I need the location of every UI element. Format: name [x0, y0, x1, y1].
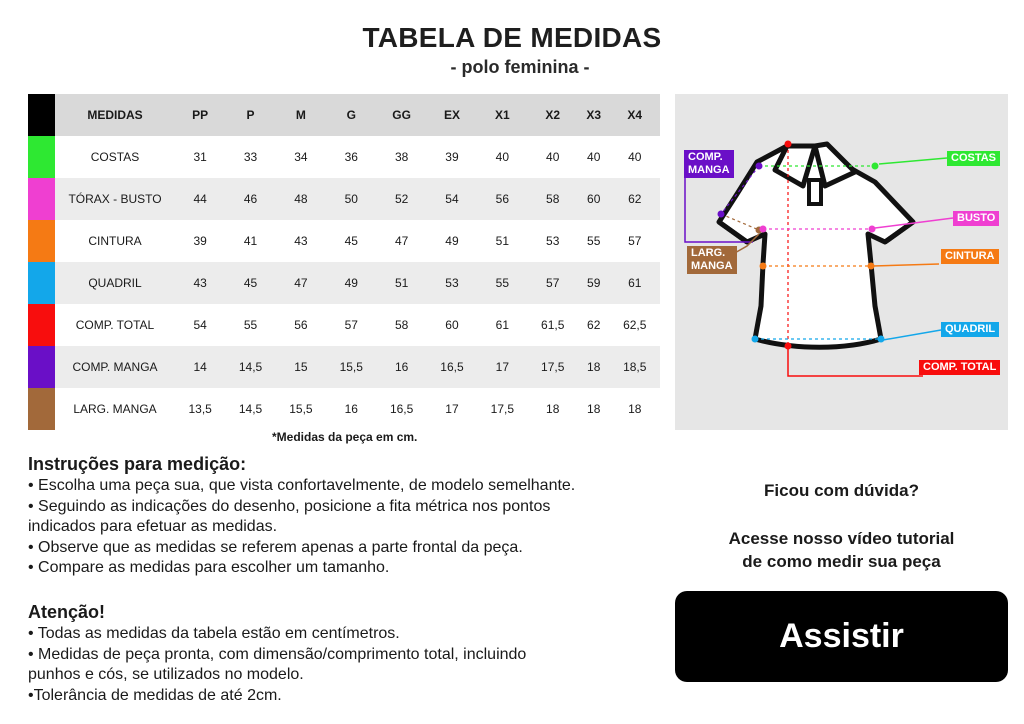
- table-cell: 15: [276, 346, 326, 388]
- table-cell: 47: [276, 262, 326, 304]
- table-cell: 60: [445, 318, 459, 332]
- table-row: [55, 220, 660, 262]
- table-cell: 55: [243, 318, 258, 332]
- row-label: COMP. TOTAL: [75, 318, 155, 332]
- table-cell: 50: [326, 178, 376, 220]
- row-label: TÓRAX - BUSTO: [55, 178, 175, 220]
- table-cell: 16: [344, 402, 358, 416]
- table-cell: 44: [175, 178, 225, 220]
- table-cell: 38: [394, 150, 409, 164]
- table-cell: 61: [610, 262, 660, 304]
- table-cell: 49: [326, 262, 376, 304]
- quadril-tag: QUADRIL: [941, 322, 999, 337]
- instructions-title: Instruções para medição:: [28, 454, 247, 474]
- table-cell: 49: [445, 234, 459, 248]
- watch-video-button[interactable]: Assistir: [675, 591, 1008, 682]
- help-question: Ficou com dúvida?: [764, 481, 919, 500]
- color-swatch: [28, 262, 55, 304]
- larg-manga-tag-line1: LARG.: [691, 247, 726, 259]
- table-cell: 55: [587, 234, 601, 248]
- header-size: EX: [427, 94, 477, 136]
- table-cell: 59: [578, 262, 610, 304]
- table-cell: 57: [528, 262, 578, 304]
- table-cell: 14: [175, 346, 225, 388]
- table-cell: 18: [628, 402, 642, 416]
- instructions-line: indicados para efetuar as medidas.: [28, 518, 278, 535]
- table-cell: 54: [427, 178, 477, 220]
- attention-line: •Tolerância de medidas de até 2cm.: [28, 686, 282, 704]
- header-size: PP: [175, 94, 225, 136]
- color-swatch: [28, 136, 55, 178]
- table-cell: 52: [376, 178, 426, 220]
- instructions-line: • Observe que as medidas se referem apenas a parte frontal da peça.: [28, 538, 523, 556]
- table-cell: 39: [193, 234, 207, 248]
- instructions-line: • Seguindo as indicações do desenho, posicione a fita métrica nos pontos: [28, 497, 551, 515]
- table-cell: 47: [394, 234, 409, 248]
- table-cell: 62: [610, 178, 660, 220]
- table-cell: 33: [243, 150, 258, 164]
- attention-line: • Medidas de peça pronta, com dimensão/comprimento total, incluindo: [28, 645, 527, 663]
- table-cell: 56: [294, 318, 308, 332]
- size-table: [55, 94, 660, 430]
- row-label: LARG. MANGA: [73, 402, 157, 416]
- table-cell: 39: [445, 150, 459, 164]
- color-swatch: [28, 304, 55, 346]
- table-cell: 18: [578, 346, 610, 388]
- comp-total-tag: COMP. TOTAL: [919, 360, 1000, 375]
- table-cell: 45: [225, 262, 275, 304]
- attention-title: Atenção!: [28, 602, 106, 622]
- comp-manga-tag: [684, 150, 734, 178]
- table-cell: 17: [445, 402, 459, 416]
- table-cell: 40: [546, 150, 560, 164]
- table-row: [55, 304, 660, 346]
- costas-tag: COSTAS: [947, 151, 1000, 166]
- attention-text: [28, 624, 648, 706]
- table-cell: 43: [294, 234, 308, 248]
- table-cell: 15,5: [326, 346, 376, 388]
- measurement-diagram: [675, 94, 1008, 430]
- color-swatch-column: [28, 94, 55, 430]
- header-size: X1: [477, 94, 527, 136]
- row-label: QUADRIL: [55, 262, 175, 304]
- header-size: X2: [528, 94, 578, 136]
- help-line-2: de como medir sua peça: [742, 552, 941, 571]
- table-cell: 61,5: [541, 318, 565, 332]
- row-label: COSTAS: [90, 150, 140, 164]
- table-cell: 17: [477, 346, 527, 388]
- instructions-text: [28, 476, 648, 579]
- table-cell: 40: [587, 150, 601, 164]
- table-cell: 56: [477, 178, 527, 220]
- table-cell: 57: [344, 318, 358, 332]
- table-cell: 18: [587, 402, 601, 416]
- table-cell: 16,5: [427, 346, 477, 388]
- row-label: CINTURA: [88, 234, 142, 248]
- instructions-line: • Escolha uma peça sua, que vista confortavelmente, de modelo semelhante.: [28, 477, 576, 494]
- attention-line: • Todas as medidas da tabela estão em centímetros.: [28, 625, 400, 642]
- larg-manga-tag: [687, 246, 737, 274]
- table-cell: 55: [477, 262, 527, 304]
- table-row: [55, 136, 660, 178]
- table-cell: 46: [225, 178, 275, 220]
- table-row: [55, 388, 660, 430]
- help-text: [680, 527, 1003, 573]
- header-size: G: [326, 94, 376, 136]
- table-cell: 31: [193, 150, 207, 164]
- header-size: X3: [578, 94, 610, 136]
- header-size: P: [225, 94, 275, 136]
- color-swatch: [28, 346, 55, 388]
- table-cell: 62: [587, 318, 601, 332]
- table-row: [55, 262, 660, 304]
- table-cell: 48: [276, 178, 326, 220]
- table-cell: 41: [243, 234, 258, 248]
- table-cell: 14,5: [225, 346, 275, 388]
- cintura-tag: CINTURA: [941, 249, 999, 264]
- color-swatch: [28, 178, 55, 220]
- table-cell: 18,5: [610, 346, 660, 388]
- table-cell: 60: [578, 178, 610, 220]
- table-cell: 54: [193, 318, 207, 332]
- table-note: *Medidas da peça em cm.: [272, 430, 418, 444]
- table-cell: 40: [628, 150, 642, 164]
- busto-tag: BUSTO: [953, 211, 999, 226]
- color-swatch: [28, 220, 55, 262]
- attention-line: punhos e cós, se utilizados no modelo.: [28, 666, 304, 683]
- header-size: GG: [376, 94, 426, 136]
- comp-manga-tag-line1: COMP.: [688, 151, 723, 163]
- help-line-1: Acesse nosso vídeo tutorial: [728, 529, 955, 548]
- table-cell: 51: [376, 262, 426, 304]
- comp-manga-tag-line2: MANGA: [688, 164, 730, 176]
- row-label: COMP. MANGA: [55, 346, 175, 388]
- header-measures: MEDIDAS: [55, 94, 175, 136]
- color-swatch: [28, 94, 55, 136]
- table-cell: 40: [495, 150, 510, 164]
- table-row: [55, 178, 660, 220]
- table-cell: 15,5: [289, 402, 313, 416]
- table-cell: 43: [175, 262, 225, 304]
- color-swatch: [28, 388, 55, 430]
- table-cell: 16: [376, 346, 426, 388]
- table-cell: 45: [344, 234, 358, 248]
- table-cell: 17,5: [528, 346, 578, 388]
- header-size: X4: [610, 94, 660, 136]
- table-cell: 17,5: [490, 402, 515, 416]
- table-cell: 58: [394, 318, 409, 332]
- table-cell: 57: [628, 234, 642, 248]
- header-size: M: [276, 94, 326, 136]
- table-cell: 14,5: [238, 402, 263, 416]
- table-cell: 53: [427, 262, 477, 304]
- larg-manga-tag-line2: MANGA: [691, 260, 733, 272]
- table-cell: 18: [546, 402, 560, 416]
- table-cell: 58: [528, 178, 578, 220]
- table-cell: 13,5: [188, 402, 212, 416]
- table-cell: 53: [546, 234, 560, 248]
- table-cell: 51: [495, 234, 510, 248]
- table-cell: 36: [344, 150, 358, 164]
- page-title: TABELA DE MEDIDAS: [362, 22, 662, 53]
- instructions-line: • Compare as medidas para escolher um tamanho.: [28, 559, 390, 576]
- table-row: [55, 346, 660, 388]
- table-header-row: [55, 94, 660, 136]
- table-cell: 34: [294, 150, 308, 164]
- table-cell: 16,5: [389, 402, 414, 416]
- table-cell: 61: [495, 318, 510, 332]
- page-subtitle: - polo feminina -: [450, 57, 590, 77]
- table-cell: 62,5: [623, 318, 647, 332]
